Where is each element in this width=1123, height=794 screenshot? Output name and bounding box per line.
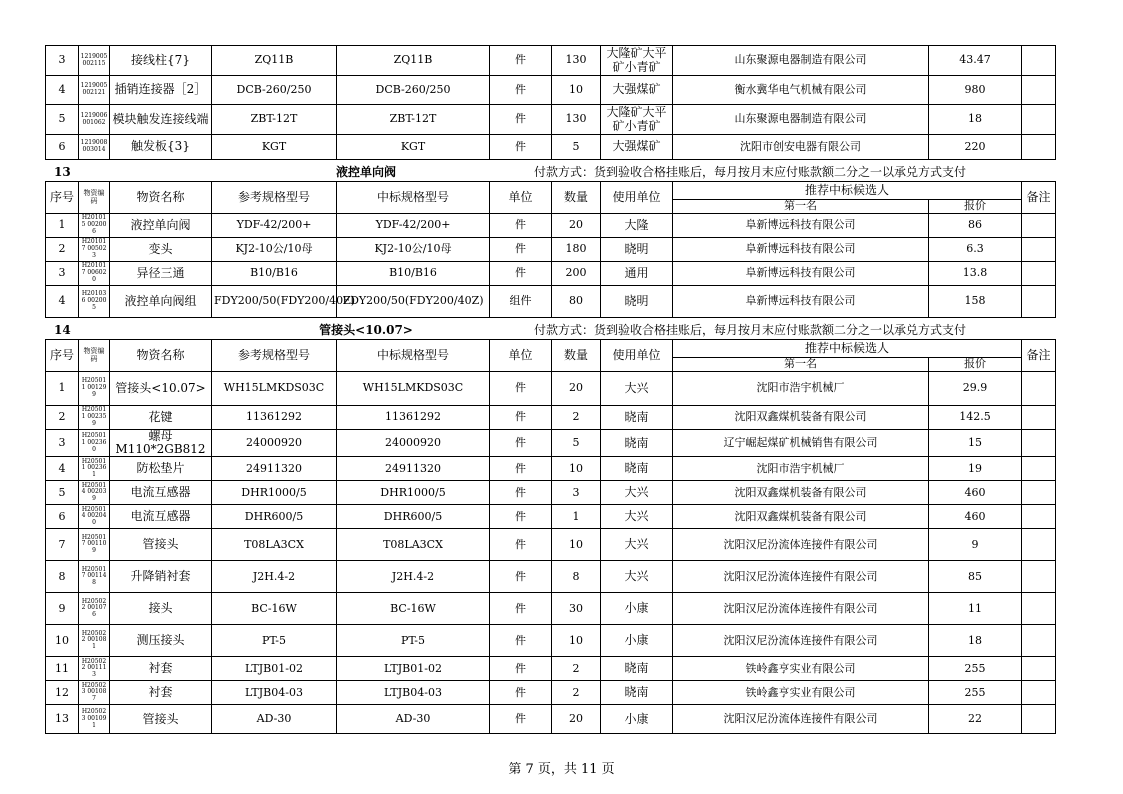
material-name-cell: 花键 — [110, 406, 212, 430]
seq-cell: 4 — [46, 286, 79, 318]
ref-spec-cell: BC-16W — [212, 593, 337, 625]
bid-spec-cell: LTJB01-02 — [337, 657, 490, 681]
unit-cell: 组件 — [490, 286, 552, 318]
col-header-qty: 数量 — [552, 182, 601, 214]
unit-cell: 件 — [490, 406, 552, 430]
material-name-cell: 模块触发连接线端 — [110, 105, 212, 135]
bid-spec-cell: T08LA3CX — [337, 529, 490, 561]
ref-spec-cell: DCB-260/250 — [212, 76, 337, 105]
table-row — [46, 46, 1056, 76]
unit-cell: 件 — [490, 430, 552, 457]
material-code-cell: 1219006 001062 — [79, 105, 110, 135]
table-row — [46, 705, 1056, 734]
top-table — [45, 45, 1056, 160]
price-cell: 9 — [929, 529, 1022, 561]
unit-cell: 件 — [490, 681, 552, 705]
table-row — [46, 238, 1056, 262]
user-unit-cell: 大兴 — [601, 372, 673, 406]
remark-cell — [1022, 505, 1056, 529]
col-header-candidate: 推荐中标候选人 — [673, 340, 1022, 358]
user-unit-cell: 大隆矿大平矿小青矿 — [601, 105, 673, 135]
ref-spec-cell: KGT — [212, 135, 337, 160]
section-13-header — [45, 164, 1035, 181]
bid-spec-cell: BC-16W — [337, 593, 490, 625]
seq-cell: 1 — [46, 214, 79, 238]
material-name-cell: 管接头<10.07> — [110, 372, 212, 406]
section-number: 13 — [54, 165, 71, 179]
remark-cell — [1022, 262, 1056, 286]
price-cell: 85 — [929, 561, 1022, 593]
unit-cell: 件 — [490, 625, 552, 657]
col-header-ref-spec: 参考规格型号 — [212, 340, 337, 372]
table-row — [46, 372, 1056, 406]
qty-cell: 80 — [552, 286, 601, 318]
header-row — [46, 182, 1056, 200]
ref-spec-cell: ZBT-12T — [212, 105, 337, 135]
bid-spec-cell: DHR600/5 — [337, 505, 490, 529]
price-cell: 460 — [929, 481, 1022, 505]
price-cell: 22 — [929, 705, 1022, 734]
qty-cell: 10 — [552, 457, 601, 481]
price-cell: 29.9 — [929, 372, 1022, 406]
company-cell: 沈阳双鑫煤机装备有限公司 — [673, 505, 929, 529]
company-cell: 阜新博远科技有限公司 — [673, 214, 929, 238]
col-header-candidate: 推荐中标候选人 — [673, 182, 1022, 200]
user-unit-cell: 晓南 — [601, 457, 673, 481]
material-name-cell: 液控单向阀 — [110, 214, 212, 238]
company-cell: 阜新博远科技有限公司 — [673, 286, 929, 318]
ref-spec-cell: 24000920 — [212, 430, 337, 457]
material-code-cell: H205011 001299 — [79, 372, 110, 406]
user-unit-cell: 大兴 — [601, 505, 673, 529]
material-name-cell: 管接头 — [110, 529, 212, 561]
ref-spec-cell: B10/B16 — [212, 262, 337, 286]
qty-cell: 5 — [552, 135, 601, 160]
table-row — [46, 457, 1056, 481]
unit-cell: 件 — [490, 238, 552, 262]
seq-cell: 4 — [46, 457, 79, 481]
unit-cell: 件 — [490, 657, 552, 681]
company-cell: 衡水冀华电气机械有限公司 — [673, 76, 929, 105]
unit-cell: 件 — [490, 105, 552, 135]
material-code-cell: H205011 002360 — [79, 430, 110, 457]
material-name-cell: 电流互感器 — [110, 505, 212, 529]
page-footer: 第 7 页，共 11 页 — [508, 762, 615, 777]
table-row — [46, 657, 1056, 681]
remark-cell — [1022, 625, 1056, 657]
qty-cell: 2 — [552, 657, 601, 681]
user-unit-cell: 小康 — [601, 705, 673, 734]
col-header-name: 物资名称 — [110, 340, 212, 372]
qty-cell: 3 — [552, 481, 601, 505]
table-row — [46, 76, 1056, 105]
material-code-cell: H205014 002040 — [79, 505, 110, 529]
section-title: 管接头<10.07> — [319, 323, 413, 337]
col-header-unit: 单位 — [490, 182, 552, 214]
bid-spec-cell: AD-30 — [337, 705, 490, 734]
material-code-cell: 1219008 003014 — [79, 135, 110, 160]
remark-cell — [1022, 705, 1056, 734]
material-name-cell: 变头 — [110, 238, 212, 262]
material-code-cell: H205023 001091 — [79, 705, 110, 734]
material-name-cell: 接线柱{7} — [110, 46, 212, 76]
user-unit-cell: 晓南 — [601, 406, 673, 430]
price-cell: 158 — [929, 286, 1022, 318]
material-code-cell: H201017 005023 — [79, 238, 110, 262]
ref-spec-cell: FDY200/50(FDY200/40Z) — [212, 286, 337, 318]
remark-cell — [1022, 46, 1056, 76]
col-header-remark: 备注 — [1022, 340, 1056, 372]
col-header-remark: 备注 — [1022, 182, 1056, 214]
qty-cell: 130 — [552, 105, 601, 135]
remark-cell — [1022, 457, 1056, 481]
ref-spec-cell: T08LA3CX — [212, 529, 337, 561]
col-header-code: 物资编码 — [79, 340, 110, 372]
material-code-cell: H205017 001148 — [79, 561, 110, 593]
table-row — [46, 561, 1056, 593]
table-row — [46, 529, 1056, 561]
payment-terms: 付款方式：货到验收合格挂账后，每月按月末应付账款额二分之一以承兑方式支付 — [534, 323, 967, 337]
unit-cell: 件 — [490, 561, 552, 593]
qty-cell: 8 — [552, 561, 601, 593]
col-header-price: 报价 — [929, 200, 1022, 214]
seq-cell: 8 — [46, 561, 79, 593]
ref-spec-cell: ZQ11B — [212, 46, 337, 76]
table-row — [46, 681, 1056, 705]
section-title: 液控单向阀 — [335, 165, 396, 179]
company-cell: 沈阳汉尼汾流体连接件有限公司 — [673, 593, 929, 625]
remark-cell — [1022, 286, 1056, 318]
unit-cell: 件 — [490, 262, 552, 286]
col-header-bid-spec: 中标规格型号 — [337, 182, 490, 214]
ref-spec-cell: 11361292 — [212, 406, 337, 430]
material-name-cell: 防松垫片 — [110, 457, 212, 481]
material-name-cell: 衬套 — [110, 681, 212, 705]
ref-spec-cell: 24911320 — [212, 457, 337, 481]
col-header-seq: 序号 — [46, 182, 79, 214]
user-unit-cell: 大强煤矿 — [601, 76, 673, 105]
unit-cell: 件 — [490, 505, 552, 529]
price-cell: 6.3 — [929, 238, 1022, 262]
material-name-cell: 升降销衬套 — [110, 561, 212, 593]
bid-spec-cell: PT-5 — [337, 625, 490, 657]
ref-spec-cell: YDF-42/200+ — [212, 214, 337, 238]
seq-cell: 9 — [46, 593, 79, 625]
material-code-cell: H205022 001113 — [79, 657, 110, 681]
seq-cell: 3 — [46, 430, 79, 457]
price-cell: 460 — [929, 505, 1022, 529]
col-header-user: 使用单位 — [601, 340, 673, 372]
bid-spec-cell: YDF-42/200+ — [337, 214, 490, 238]
table-row — [46, 262, 1056, 286]
remark-cell — [1022, 593, 1056, 625]
remark-cell — [1022, 561, 1056, 593]
company-cell: 沈阳汉尼汾流体连接件有限公司 — [673, 529, 929, 561]
price-cell: 43.47 — [929, 46, 1022, 76]
material-code-cell: H201015 002006 — [79, 214, 110, 238]
user-unit-cell: 晓南 — [601, 681, 673, 705]
company-cell: 阜新博远科技有限公司 — [673, 262, 929, 286]
qty-cell: 2 — [552, 681, 601, 705]
remark-cell — [1022, 214, 1056, 238]
unit-cell: 件 — [490, 457, 552, 481]
material-name-cell: 测压接头 — [110, 625, 212, 657]
material-code-cell: H205022 001076 — [79, 593, 110, 625]
table-row — [46, 105, 1056, 135]
ref-spec-cell: J2H.4-2 — [212, 561, 337, 593]
company-cell: 沈阳汉尼汾流体连接件有限公司 — [673, 561, 929, 593]
ref-spec-cell: DHR600/5 — [212, 505, 337, 529]
user-unit-cell: 晓南 — [601, 657, 673, 681]
company-cell: 沈阳市浩宇机械厂 — [673, 457, 929, 481]
bid-spec-cell: J2H.4-2 — [337, 561, 490, 593]
section-13-table — [45, 181, 1056, 318]
bid-spec-cell: DCB-260/250 — [337, 76, 490, 105]
user-unit-cell: 小康 — [601, 625, 673, 657]
material-name-cell: 电流互感器 — [110, 481, 212, 505]
qty-cell: 20 — [552, 214, 601, 238]
material-code-cell: H201036 002005 — [79, 286, 110, 318]
price-cell: 11 — [929, 593, 1022, 625]
header-row — [46, 340, 1056, 358]
qty-cell: 10 — [552, 529, 601, 561]
bid-spec-cell: B10/B16 — [337, 262, 490, 286]
seq-cell: 7 — [46, 529, 79, 561]
seq-cell: 2 — [46, 238, 79, 262]
price-cell: 980 — [929, 76, 1022, 105]
user-unit-cell: 通用 — [601, 262, 673, 286]
seq-cell: 6 — [46, 135, 79, 160]
material-name-cell: 插销连接器［2］ — [110, 76, 212, 105]
material-name-cell: 接头 — [110, 593, 212, 625]
bid-spec-cell: FDY200/50(FDY200/40Z) — [337, 286, 490, 318]
material-name-cell: 衬套 — [110, 657, 212, 681]
qty-cell: 200 — [552, 262, 601, 286]
material-code-cell: H205014 002039 — [79, 481, 110, 505]
remark-cell — [1022, 238, 1056, 262]
remark-cell — [1022, 406, 1056, 430]
bid-spec-cell: WH15LMKDS03C — [337, 372, 490, 406]
unit-cell: 件 — [490, 214, 552, 238]
unit-cell: 件 — [490, 135, 552, 160]
col-header-first: 第一名 — [673, 200, 929, 214]
seq-cell: 11 — [46, 657, 79, 681]
qty-cell: 2 — [552, 406, 601, 430]
col-header-name: 物资名称 — [110, 182, 212, 214]
material-code-cell: H205011 002361 — [79, 457, 110, 481]
price-cell: 18 — [929, 625, 1022, 657]
material-name-cell: 管接头 — [110, 705, 212, 734]
table-row — [46, 406, 1056, 430]
price-cell: 86 — [929, 214, 1022, 238]
seq-cell: 10 — [46, 625, 79, 657]
seq-cell: 12 — [46, 681, 79, 705]
company-cell: 山东聚源电器制造有限公司 — [673, 105, 929, 135]
unit-cell: 件 — [490, 529, 552, 561]
table-row — [46, 214, 1056, 238]
qty-cell: 130 — [552, 46, 601, 76]
seq-cell: 1 — [46, 372, 79, 406]
user-unit-cell: 大隆 — [601, 214, 673, 238]
bid-spec-cell: LTJB04-03 — [337, 681, 490, 705]
qty-cell: 30 — [552, 593, 601, 625]
qty-cell: 20 — [552, 372, 601, 406]
seq-cell: 6 — [46, 505, 79, 529]
company-cell: 铁岭鑫亨实业有限公司 — [673, 681, 929, 705]
user-unit-cell: 晓明 — [601, 238, 673, 262]
price-cell: 13.8 — [929, 262, 1022, 286]
price-cell: 19 — [929, 457, 1022, 481]
unit-cell: 件 — [490, 481, 552, 505]
remark-cell — [1022, 481, 1056, 505]
ref-spec-cell: LTJB04-03 — [212, 681, 337, 705]
unit-cell: 件 — [490, 76, 552, 105]
section-14-header — [45, 322, 1035, 339]
col-header-bid-spec: 中标规格型号 — [337, 340, 490, 372]
bid-spec-cell: ZBT-12T — [337, 105, 490, 135]
bid-spec-cell: 11361292 — [337, 406, 490, 430]
table-row — [46, 286, 1056, 318]
bid-spec-cell: KGT — [337, 135, 490, 160]
user-unit-cell: 小康 — [601, 593, 673, 625]
company-cell: 沈阳汉尼汾流体连接件有限公司 — [673, 705, 929, 734]
price-cell: 255 — [929, 657, 1022, 681]
col-header-code: 物资编码 — [79, 182, 110, 214]
user-unit-cell: 晓明 — [601, 286, 673, 318]
ref-spec-cell: PT-5 — [212, 625, 337, 657]
table-row — [46, 625, 1056, 657]
table-row — [46, 430, 1056, 457]
material-name-cell: 液控单向阀组 — [110, 286, 212, 318]
seq-cell: 13 — [46, 705, 79, 734]
user-unit-cell: 大强煤矿 — [601, 135, 673, 160]
price-cell: 18 — [929, 105, 1022, 135]
remark-cell — [1022, 657, 1056, 681]
remark-cell — [1022, 681, 1056, 705]
qty-cell: 10 — [552, 625, 601, 657]
unit-cell: 件 — [490, 46, 552, 76]
unit-cell: 件 — [490, 372, 552, 406]
user-unit-cell: 大兴 — [601, 481, 673, 505]
user-unit-cell: 大兴 — [601, 529, 673, 561]
user-unit-cell: 晓南 — [601, 430, 673, 457]
bid-spec-cell: KJ2-10公/10母 — [337, 238, 490, 262]
user-unit-cell: 大兴 — [601, 561, 673, 593]
ref-spec-cell: KJ2-10公/10母 — [212, 238, 337, 262]
bid-spec-cell: 24911320 — [337, 457, 490, 481]
company-cell: 沈阳市浩宇机械厂 — [673, 372, 929, 406]
seq-cell: 5 — [46, 105, 79, 135]
price-cell: 220 — [929, 135, 1022, 160]
qty-cell: 5 — [552, 430, 601, 457]
table-row — [46, 593, 1056, 625]
table-row — [46, 481, 1056, 505]
bid-spec-cell: 24000920 — [337, 430, 490, 457]
col-header-unit: 单位 — [490, 340, 552, 372]
ref-spec-cell: LTJB01-02 — [212, 657, 337, 681]
material-code-cell: H205017 001109 — [79, 529, 110, 561]
bid-spec-cell: ZQ11B — [337, 46, 490, 76]
material-code-cell: H205023 001087 — [79, 681, 110, 705]
company-cell: 辽宁崛起煤矿机械销售有限公司 — [673, 430, 929, 457]
remark-cell — [1022, 430, 1056, 457]
material-name-cell: 螺母M110*2GB812 — [110, 430, 212, 457]
material-name-cell: 异径三通 — [110, 262, 212, 286]
company-cell: 沈阳汉尼汾流体连接件有限公司 — [673, 625, 929, 657]
table-row — [46, 135, 1056, 160]
unit-cell: 件 — [490, 705, 552, 734]
remark-cell — [1022, 135, 1056, 160]
remark-cell — [1022, 529, 1056, 561]
payment-terms: 付款方式：货到验收合格挂账后，每月按月末应付账款额二分之一以承兑方式支付 — [534, 165, 967, 179]
material-code-cell: H201017 006020 — [79, 262, 110, 286]
material-code-cell: H205022 001081 — [79, 625, 110, 657]
material-code-cell: 1219005 002121 — [79, 76, 110, 105]
company-cell: 山东聚源电器制造有限公司 — [673, 46, 929, 76]
material-code-cell: H205011 002359 — [79, 406, 110, 430]
material-code-cell: 1219005 002115 — [79, 46, 110, 76]
company-cell: 沈阳市创安电器有限公司 — [673, 135, 929, 160]
remark-cell — [1022, 105, 1056, 135]
col-header-ref-spec: 参考规格型号 — [212, 182, 337, 214]
seq-cell: 4 — [46, 76, 79, 105]
table-row — [46, 505, 1056, 529]
company-cell: 沈阳双鑫煤机装备有限公司 — [673, 406, 929, 430]
ref-spec-cell: DHR1000/5 — [212, 481, 337, 505]
col-header-price: 报价 — [929, 358, 1022, 372]
ref-spec-cell: AD-30 — [212, 705, 337, 734]
ref-spec-cell: WH15LMKDS03C — [212, 372, 337, 406]
section-number: 14 — [54, 323, 71, 337]
qty-cell: 180 — [552, 238, 601, 262]
qty-cell: 1 — [552, 505, 601, 529]
col-header-qty: 数量 — [552, 340, 601, 372]
qty-cell: 10 — [552, 76, 601, 105]
col-header-user: 使用单位 — [601, 182, 673, 214]
seq-cell: 3 — [46, 262, 79, 286]
section-14-table — [45, 339, 1056, 734]
company-cell: 铁岭鑫亨实业有限公司 — [673, 657, 929, 681]
unit-cell: 件 — [490, 593, 552, 625]
company-cell: 沈阳双鑫煤机装备有限公司 — [673, 481, 929, 505]
remark-cell — [1022, 372, 1056, 406]
col-header-first: 第一名 — [673, 358, 929, 372]
price-cell: 255 — [929, 681, 1022, 705]
seq-cell: 3 — [46, 46, 79, 76]
price-cell: 15 — [929, 430, 1022, 457]
company-cell: 阜新博远科技有限公司 — [673, 238, 929, 262]
seq-cell: 5 — [46, 481, 79, 505]
remark-cell — [1022, 76, 1056, 105]
bid-spec-cell: DHR1000/5 — [337, 481, 490, 505]
col-header-seq: 序号 — [46, 340, 79, 372]
seq-cell: 2 — [46, 406, 79, 430]
user-unit-cell: 大隆矿大平矿小青矿 — [601, 46, 673, 76]
price-cell: 142.5 — [929, 406, 1022, 430]
material-name-cell: 触发板{3} — [110, 135, 212, 160]
qty-cell: 20 — [552, 705, 601, 734]
